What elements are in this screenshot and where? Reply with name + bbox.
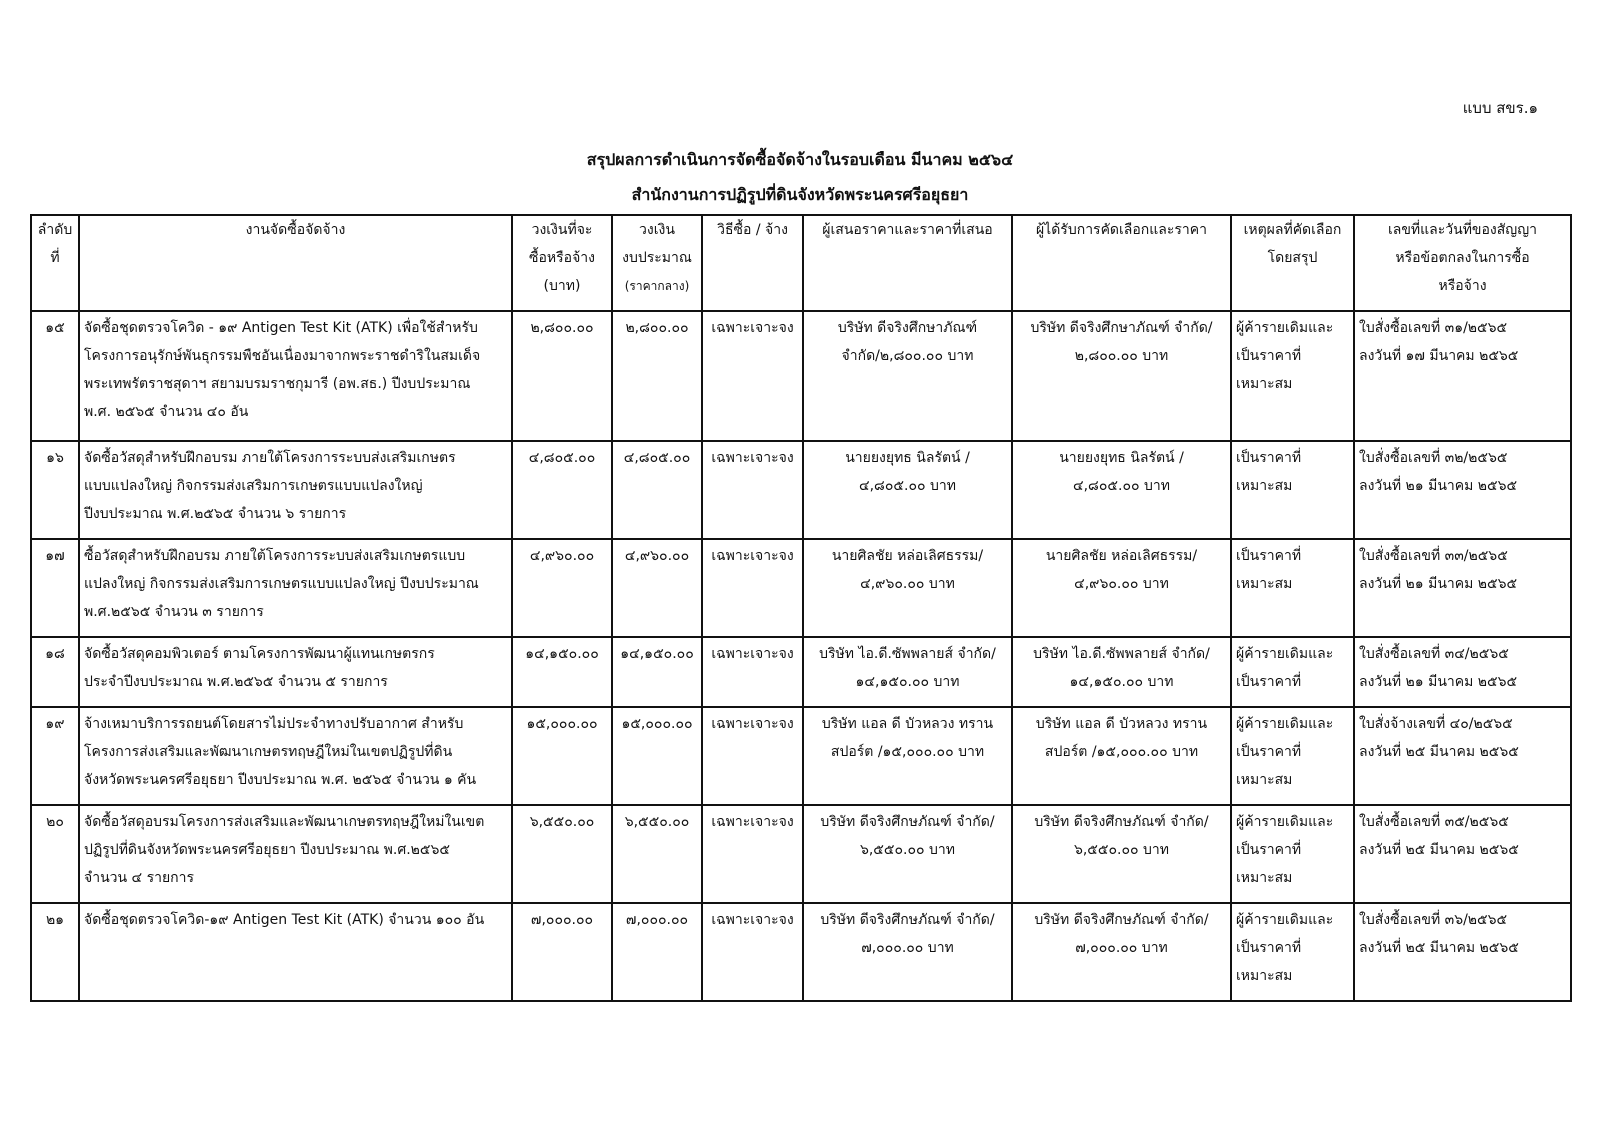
row-method: เฉพาะเจาะจง — [702, 441, 803, 539]
row-no: ๑๕ — [31, 311, 79, 441]
row-ref-price: ๖,๕๕๐.๐๐ — [612, 805, 702, 903]
row-contract: ใบสั่งซื้อเลขที่ ๓๓/๒๕๖๕ ลงวันที่ ๒๑ มีนาคม ๒๕๖๕ — [1354, 539, 1571, 637]
row-item: จัดซื้อชุดตรวจโควิด - ๑๙ Antigen Test Kit (ATK) เพื่อใช้สำหรับ โครงการอนุรักษ์พันธุกรรมพืชอันเนื่องมาจากพระราชดำริในสมเด็จ พระเทพรัตราชสุดาฯ สยามบรมราชกุมารี (อพ.สธ.) ปีงบประมาณ พ.ศ. ๒๕๖๕ จำนวน ๔๐ อัน — [79, 311, 512, 441]
row-budget: ๒,๘๐๐.๐๐ — [512, 311, 612, 441]
header-budget: วงเงินที่จะ ซื้อหรือจ้าง (บาท) — [512, 215, 612, 311]
row-bidders: นายยงยุทธ นิลรัตน์ / ๔,๘๐๕.๐๐ บาท — [803, 441, 1012, 539]
table-header-row — [31, 215, 1571, 311]
row-contract: ใบสั่งซื้อเลขที่ ๓๕/๒๕๖๕ ลงวันที่ ๒๕ มีนาคม ๒๕๖๕ — [1354, 805, 1571, 903]
table-row — [31, 441, 1571, 539]
row-item: จัดซื้อวัสดุคอมพิวเตอร์ ตามโครงการพัฒนาผู้แทนเกษตรกร ประจำปีงบประมาณ พ.ศ.๒๕๖๕ จำนวน ๕ รายการ — [79, 637, 512, 707]
header-contract: เลขที่และวันที่ของสัญญา หรือข้อตกลงในการซื้อ หรือจ้าง — [1354, 215, 1571, 311]
row-selected: บริษัท แอล ดี บัวหลวง ทราน สปอร์ต /๑๕,๐๐๐.๐๐ บาท — [1012, 707, 1231, 805]
row-item: ซื้อวัสดุสำหรับฝึกอบรม ภายใต้โครงการระบบส่งเสริมเกษตรแบบ แปลงใหญ่ กิจกรรมส่งเสริมการเกษตรแบบแปลงใหญ่ ปีงบประมาณ พ.ศ.๒๕๖๕ จำนวน ๓ รายการ — [79, 539, 512, 637]
header-method: วิธีซื้อ / จ้าง — [702, 215, 803, 311]
row-item: จัดซื้อวัสดุสำหรับฝึกอบรม ภายใต้โครงการระบบส่งเสริมเกษตร แบบแปลงใหญ่ กิจกรรมส่งเสริมการเกษตรแบบแปลงใหญ่ ปีงบประมาณ พ.ศ.๒๕๖๕ จำนวน ๖ รายการ — [79, 441, 512, 539]
document-title: สรุปผลการดำเนินการจัดซื้อจัดจ้างในรอบเดือน มีนาคม ๒๕๖๔ — [586, 150, 1014, 169]
table-row — [31, 311, 1571, 441]
header-selected: ผู้ได้รับการคัดเลือกและราคา — [1012, 215, 1231, 311]
row-selected: นายศิลชัย หล่อเลิศธรรม/ ๔,๙๖๐.๐๐ บาท — [1012, 539, 1231, 637]
row-reason: เป็นราคาที่ เหมาะสม — [1231, 441, 1354, 539]
row-reason: ผู้ค้ารายเดิมและ เป็นราคาที่ เหมาะสม — [1231, 311, 1354, 441]
row-no: ๑๘ — [31, 637, 79, 707]
row-no: ๒๐ — [31, 805, 79, 903]
row-no: ๑๙ — [31, 707, 79, 805]
header-bidders: ผู้เสนอราคาและราคาที่เสนอ — [803, 215, 1012, 311]
row-item: จ้างเหมาบริการรถยนต์โดยสารไม่ประจำทางปรับอากาศ สำหรับ โครงการส่งเสริมและพัฒนาเกษตรทฤษฎีใหม่ในเขตปฏิรูปที่ดิน จังหวัดพระนครศรีอยุธยา ปีงบประมาณ พ.ศ. ๒๕๖๕ จำนวน ๑ คัน — [79, 707, 512, 805]
form-code: แบบ สขร.๑ — [1462, 99, 1538, 117]
row-budget: ๑๔,๑๕๐.๐๐ — [512, 637, 612, 707]
row-ref-price: ๒,๘๐๐.๐๐ — [612, 311, 702, 441]
table-row — [31, 637, 1571, 707]
row-bidders: บริษัท ดีจริงศึกษภัณฑ์ จำกัด/ ๖,๕๕๐.๐๐ บาท — [803, 805, 1012, 903]
procurement-table — [30, 214, 1572, 1002]
row-method: เฉพาะเจาะจง — [702, 903, 803, 1001]
table-row — [31, 539, 1571, 637]
row-budget: ๗,๐๐๐.๐๐ — [512, 903, 612, 1001]
row-method: เฉพาะเจาะจง — [702, 539, 803, 637]
row-selected: บริษัท ไอ.ดี.ซัพพลายส์ จำกัด/ ๑๔,๑๕๐.๐๐ บาท — [1012, 637, 1231, 707]
row-ref-price: ๑๕,๐๐๐.๐๐ — [612, 707, 702, 805]
table-row — [31, 903, 1571, 1001]
row-contract: ใบสั่งซื้อเลขที่ ๓๒/๒๕๖๕ ลงวันที่ ๒๑ มีนาคม ๒๕๖๕ — [1354, 441, 1571, 539]
row-ref-price: ๔,๘๐๕.๐๐ — [612, 441, 702, 539]
row-reason: เป็นราคาที่ เหมาะสม — [1231, 539, 1354, 637]
row-item: จัดซื้อชุดตรวจโควิด-๑๙ Antigen Test Kit (ATK) จำนวน ๑๐๐ อัน — [79, 903, 512, 1001]
row-no: ๒๑ — [31, 903, 79, 1001]
row-bidders: บริษัท ดีจริงศึกษภัณฑ์ จำกัด/ ๗,๐๐๐.๐๐ บาท — [803, 903, 1012, 1001]
row-bidders: บริษัท ไอ.ดี.ซัพพลายส์ จำกัด/ ๑๔,๑๕๐.๐๐ บาท — [803, 637, 1012, 707]
table-row — [31, 707, 1571, 805]
row-method: เฉพาะเจาะจง — [702, 805, 803, 903]
row-reason: ผู้ค้ารายเดิมและ เป็นราคาที่ เหมาะสม — [1231, 903, 1354, 1001]
row-budget: ๔,๘๐๕.๐๐ — [512, 441, 612, 539]
row-selected: นายยงยุทธ นิลรัตน์ / ๔,๘๐๕.๐๐ บาท — [1012, 441, 1231, 539]
row-contract: ใบสั่งจ้างเลขที่ ๔๐/๒๕๖๕ ลงวันที่ ๒๕ มีนาคม ๒๕๖๕ — [1354, 707, 1571, 805]
row-ref-price: ๑๔,๑๕๐.๐๐ — [612, 637, 702, 707]
row-bidders: บริษัท ดีจริงศึกษาภัณฑ์ จำกัด/๒,๘๐๐.๐๐ บาท — [803, 311, 1012, 441]
row-method: เฉพาะเจาะจง — [702, 637, 803, 707]
row-budget: ๖,๕๕๐.๐๐ — [512, 805, 612, 903]
row-contract: ใบสั่งซื้อเลขที่ ๓๖/๒๕๖๕ ลงวันที่ ๒๕ มีนาคม ๒๕๖๕ — [1354, 903, 1571, 1001]
row-item: จัดซื้อวัสดุอบรมโครงการส่งเสริมและพัฒนาเกษตรทฤษฎีใหม่ในเขต ปฏิรูปที่ดินจังหวัดพระนครศรีอยุธยา ปีงบประมาณ พ.ศ.๒๕๖๕ จำนวน ๔ รายการ — [79, 805, 512, 903]
row-reason: ผู้ค้ารายเดิมและ เป็นราคาที่ เหมาะสม — [1231, 707, 1354, 805]
row-reason: ผู้ค้ารายเดิมและ เป็นราคาที่ เหมาะสม — [1231, 805, 1354, 903]
row-bidders: นายศิลชัย หล่อเลิศธรรม/ ๔,๙๖๐.๐๐ บาท — [803, 539, 1012, 637]
row-selected: บริษัท ดีจริงศึกษภัณฑ์ จำกัด/ ๖,๕๕๐.๐๐ บาท — [1012, 805, 1231, 903]
row-no: ๑๗ — [31, 539, 79, 637]
row-contract: ใบสั่งซื้อเลขที่ ๓๑/๒๕๖๕ ลงวันที่ ๑๗ มีนาคม ๒๕๖๕ — [1354, 311, 1571, 441]
row-selected: บริษัท ดีจริงศึกษาภัณฑ์ จำกัด/ ๒,๘๐๐.๐๐ บาท — [1012, 311, 1231, 441]
row-no: ๑๖ — [31, 441, 79, 539]
row-method: เฉพาะเจาะจง — [702, 707, 803, 805]
header-no: ลำดับ ที่ — [31, 215, 79, 311]
header-reason: เหตุผลที่คัดเลือก โดยสรุป — [1231, 215, 1354, 311]
header-ref-price: วงเงิน งบประมาณ (ราคากลาง) — [612, 215, 702, 311]
document-subtitle: สำนักงานการปฏิรูปที่ดินจังหวัดพระนครศรีอยุธยา — [631, 185, 969, 204]
row-budget: ๔,๙๖๐.๐๐ — [512, 539, 612, 637]
row-ref-price: ๔,๙๖๐.๐๐ — [612, 539, 702, 637]
row-contract: ใบสั่งซื้อเลขที่ ๓๔/๒๕๖๕ ลงวันที่ ๒๑ มีนาคม ๒๕๖๕ — [1354, 637, 1571, 707]
row-method: เฉพาะเจาะจง — [702, 311, 803, 441]
table-row — [31, 805, 1571, 903]
row-ref-price: ๗,๐๐๐.๐๐ — [612, 903, 702, 1001]
row-selected: บริษัท ดีจริงศึกษภัณฑ์ จำกัด/ ๗,๐๐๐.๐๐ บาท — [1012, 903, 1231, 1001]
row-budget: ๑๕,๐๐๐.๐๐ — [512, 707, 612, 805]
row-reason: ผู้ค้ารายเดิมและ เป็นราคาที่ — [1231, 637, 1354, 707]
header-item: งานจัดซื้อจัดจ้าง — [79, 215, 512, 311]
row-bidders: บริษัท แอล ดี บัวหลวง ทราน สปอร์ต /๑๕,๐๐๐.๐๐ บาท — [803, 707, 1012, 805]
